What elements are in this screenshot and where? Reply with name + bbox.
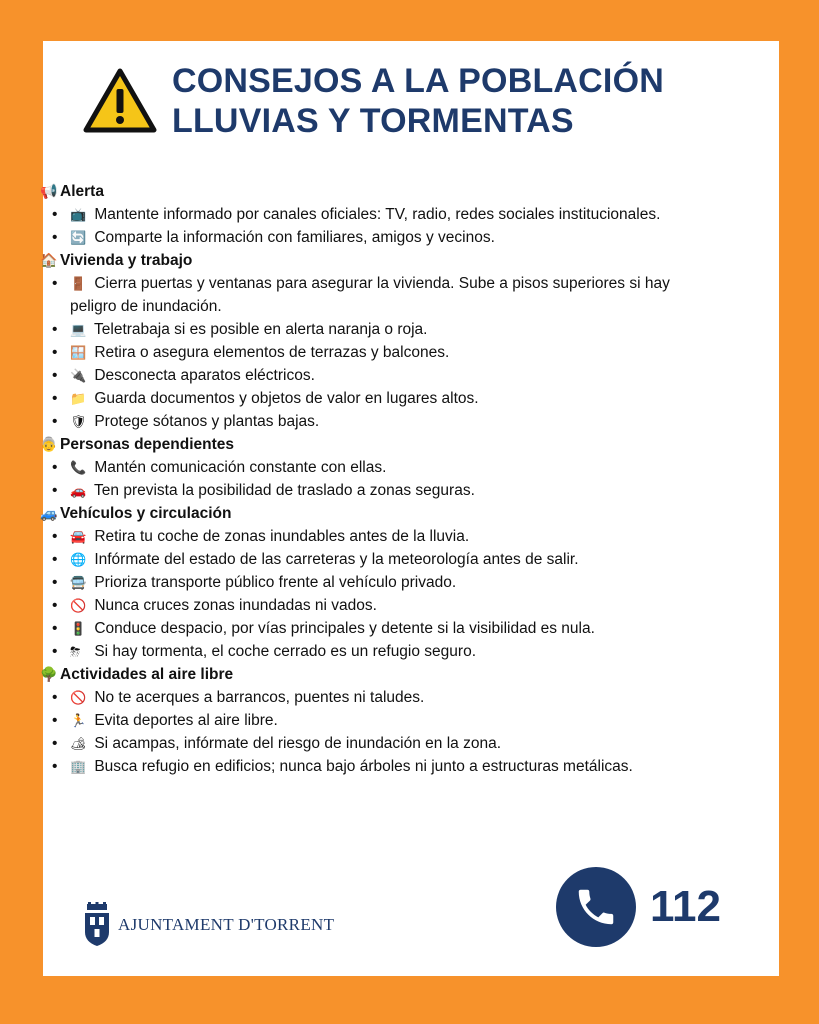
item-text: Retira o asegura elementos de terrazas y balcones. [94,344,450,361]
list-item [40,272,700,318]
runner-icon: 🏃 [70,713,87,728]
list-item [40,686,700,709]
item-text: Guarda documentos y objetos de valor en lugares altos. [94,390,479,407]
list-item [40,755,700,778]
list-item [40,410,700,433]
advice-list [40,180,700,778]
section-personas [40,433,700,502]
item-text: Busca refugio en edificios; nunca bajo árboles ni junto a estructuras metálicas. [94,758,633,775]
item-text: Mantén comunicación constante con ellas. [94,459,387,476]
phone-icon: 📞 [70,460,87,475]
list-item [40,479,700,502]
list-item [40,548,700,571]
laptop-icon: 💻 [70,322,87,337]
plug-icon: 🔌 [70,368,87,383]
list-item [40,318,700,341]
list-item [40,203,700,226]
share-icon: 🔄 [70,230,87,245]
list-item [40,525,700,548]
globe-icon: 🌐 [70,552,87,567]
section-title-label: Actividades al aire libre [60,665,234,683]
list-item [40,617,700,640]
window-icon: 🪟 [70,345,87,360]
door-icon: 🚪 [70,276,87,291]
list-item [40,341,700,364]
logo-text: AJUNTAMENT D'TORRENT [118,914,335,934]
tree-icon: 🌳 [40,666,58,682]
list-item [40,387,700,410]
list-item [40,640,700,663]
section-actividades [40,663,700,778]
item-text: Conduce despacio, por vías principales y detente si la visibilidad es nula. [94,620,595,637]
house-icon: 🏠 [40,252,58,268]
section-title-label: Personas dependientes [60,435,235,453]
section-title-label: Alerta [60,182,104,200]
section-vehiculos [40,502,700,663]
traffic-light-icon: 🚦 [70,621,87,636]
warning-icon [82,67,158,135]
item-text: No te acerques a barrancos, puentes ni taludes. [94,689,425,706]
page-title [172,61,664,141]
phone-number: 112 [650,882,721,931]
item-text: Evita deportes al aire libre. [94,712,278,729]
vehicle-icon: 🚙 [40,505,58,521]
tv-icon: 📺 [70,207,87,222]
section-title [40,180,700,203]
prohibited-icon: 🚫 [70,598,87,613]
emergency-phone [556,867,721,947]
item-text: Nunca cruces zonas inundadas ni vados. [94,597,377,614]
item-text: Infórmate del estado de las carreteras y la meteorología antes de salir. [94,551,579,568]
item-text: Teletrabaja si es posible en alerta naranja o roja. [94,321,428,338]
crest-icon [82,902,112,947]
title-line-1: CONSEJOS A LA POBLACIÓN [172,62,664,100]
section-title-label: Vehículos y circulación [60,504,232,522]
list-item [40,594,700,617]
header [82,61,664,141]
handset-icon [573,884,619,930]
section-vivienda [40,249,700,433]
section-alerta [40,180,700,249]
shield-icon: 🛡 [70,414,87,429]
item-text: Si acampas, infórmate del riesgo de inundación en la zona. [94,735,502,752]
title-line-2: LLUVIAS Y TORMENTAS [172,102,574,140]
prohibited-icon: 🚫 [70,690,87,705]
item-text: Prioriza transporte público frente al vehículo privado. [94,574,457,591]
building-icon: 🏢 [70,759,87,774]
item-text: Ten prevista la posibilidad de traslado a zonas seguras. [94,482,475,499]
megaphone-icon: 📢 [40,183,58,199]
list-item [40,226,700,249]
list-item [40,709,700,732]
list-item [40,456,700,479]
item-text: Desconecta aparatos eléctricos. [94,367,315,384]
bus-icon: 🚍 [70,575,87,590]
storm-icon: ⛈ [70,644,81,659]
elder-icon: 👵 [40,436,58,452]
item-text: Comparte la información con familiares, amigos y vecinos. [94,229,495,246]
section-title [40,502,700,525]
item-text: Cierra puertas y ventanas para asegurar la vivienda. Sube a pisos superiores si hay peligro de inundación. [70,275,670,315]
folder-icon: 📁 [70,391,87,406]
item-text: Protege sótanos y plantas bajas. [94,413,320,430]
car-front-icon: 🚘 [70,529,87,544]
item-text: Si hay tormenta, el coche cerrado es un refugio seguro. [94,643,476,660]
item-text: Retira tu coche de zonas inundables antes de la lluvia. [94,528,470,545]
phone-circle [556,867,636,947]
list-item [40,571,700,594]
list-item [40,364,700,387]
camping-icon: 🏕 [70,736,87,751]
section-title-label: Vivienda y trabajo [60,251,193,269]
list-item [40,732,700,755]
section-title [40,249,700,272]
item-text: Mantente informado por canales oficiales: TV, radio, redes sociales institucionales. [94,206,661,223]
ajuntament-logo [82,902,334,947]
car-icon: 🚗 [70,483,87,498]
section-title [40,433,700,456]
section-title [40,663,700,686]
